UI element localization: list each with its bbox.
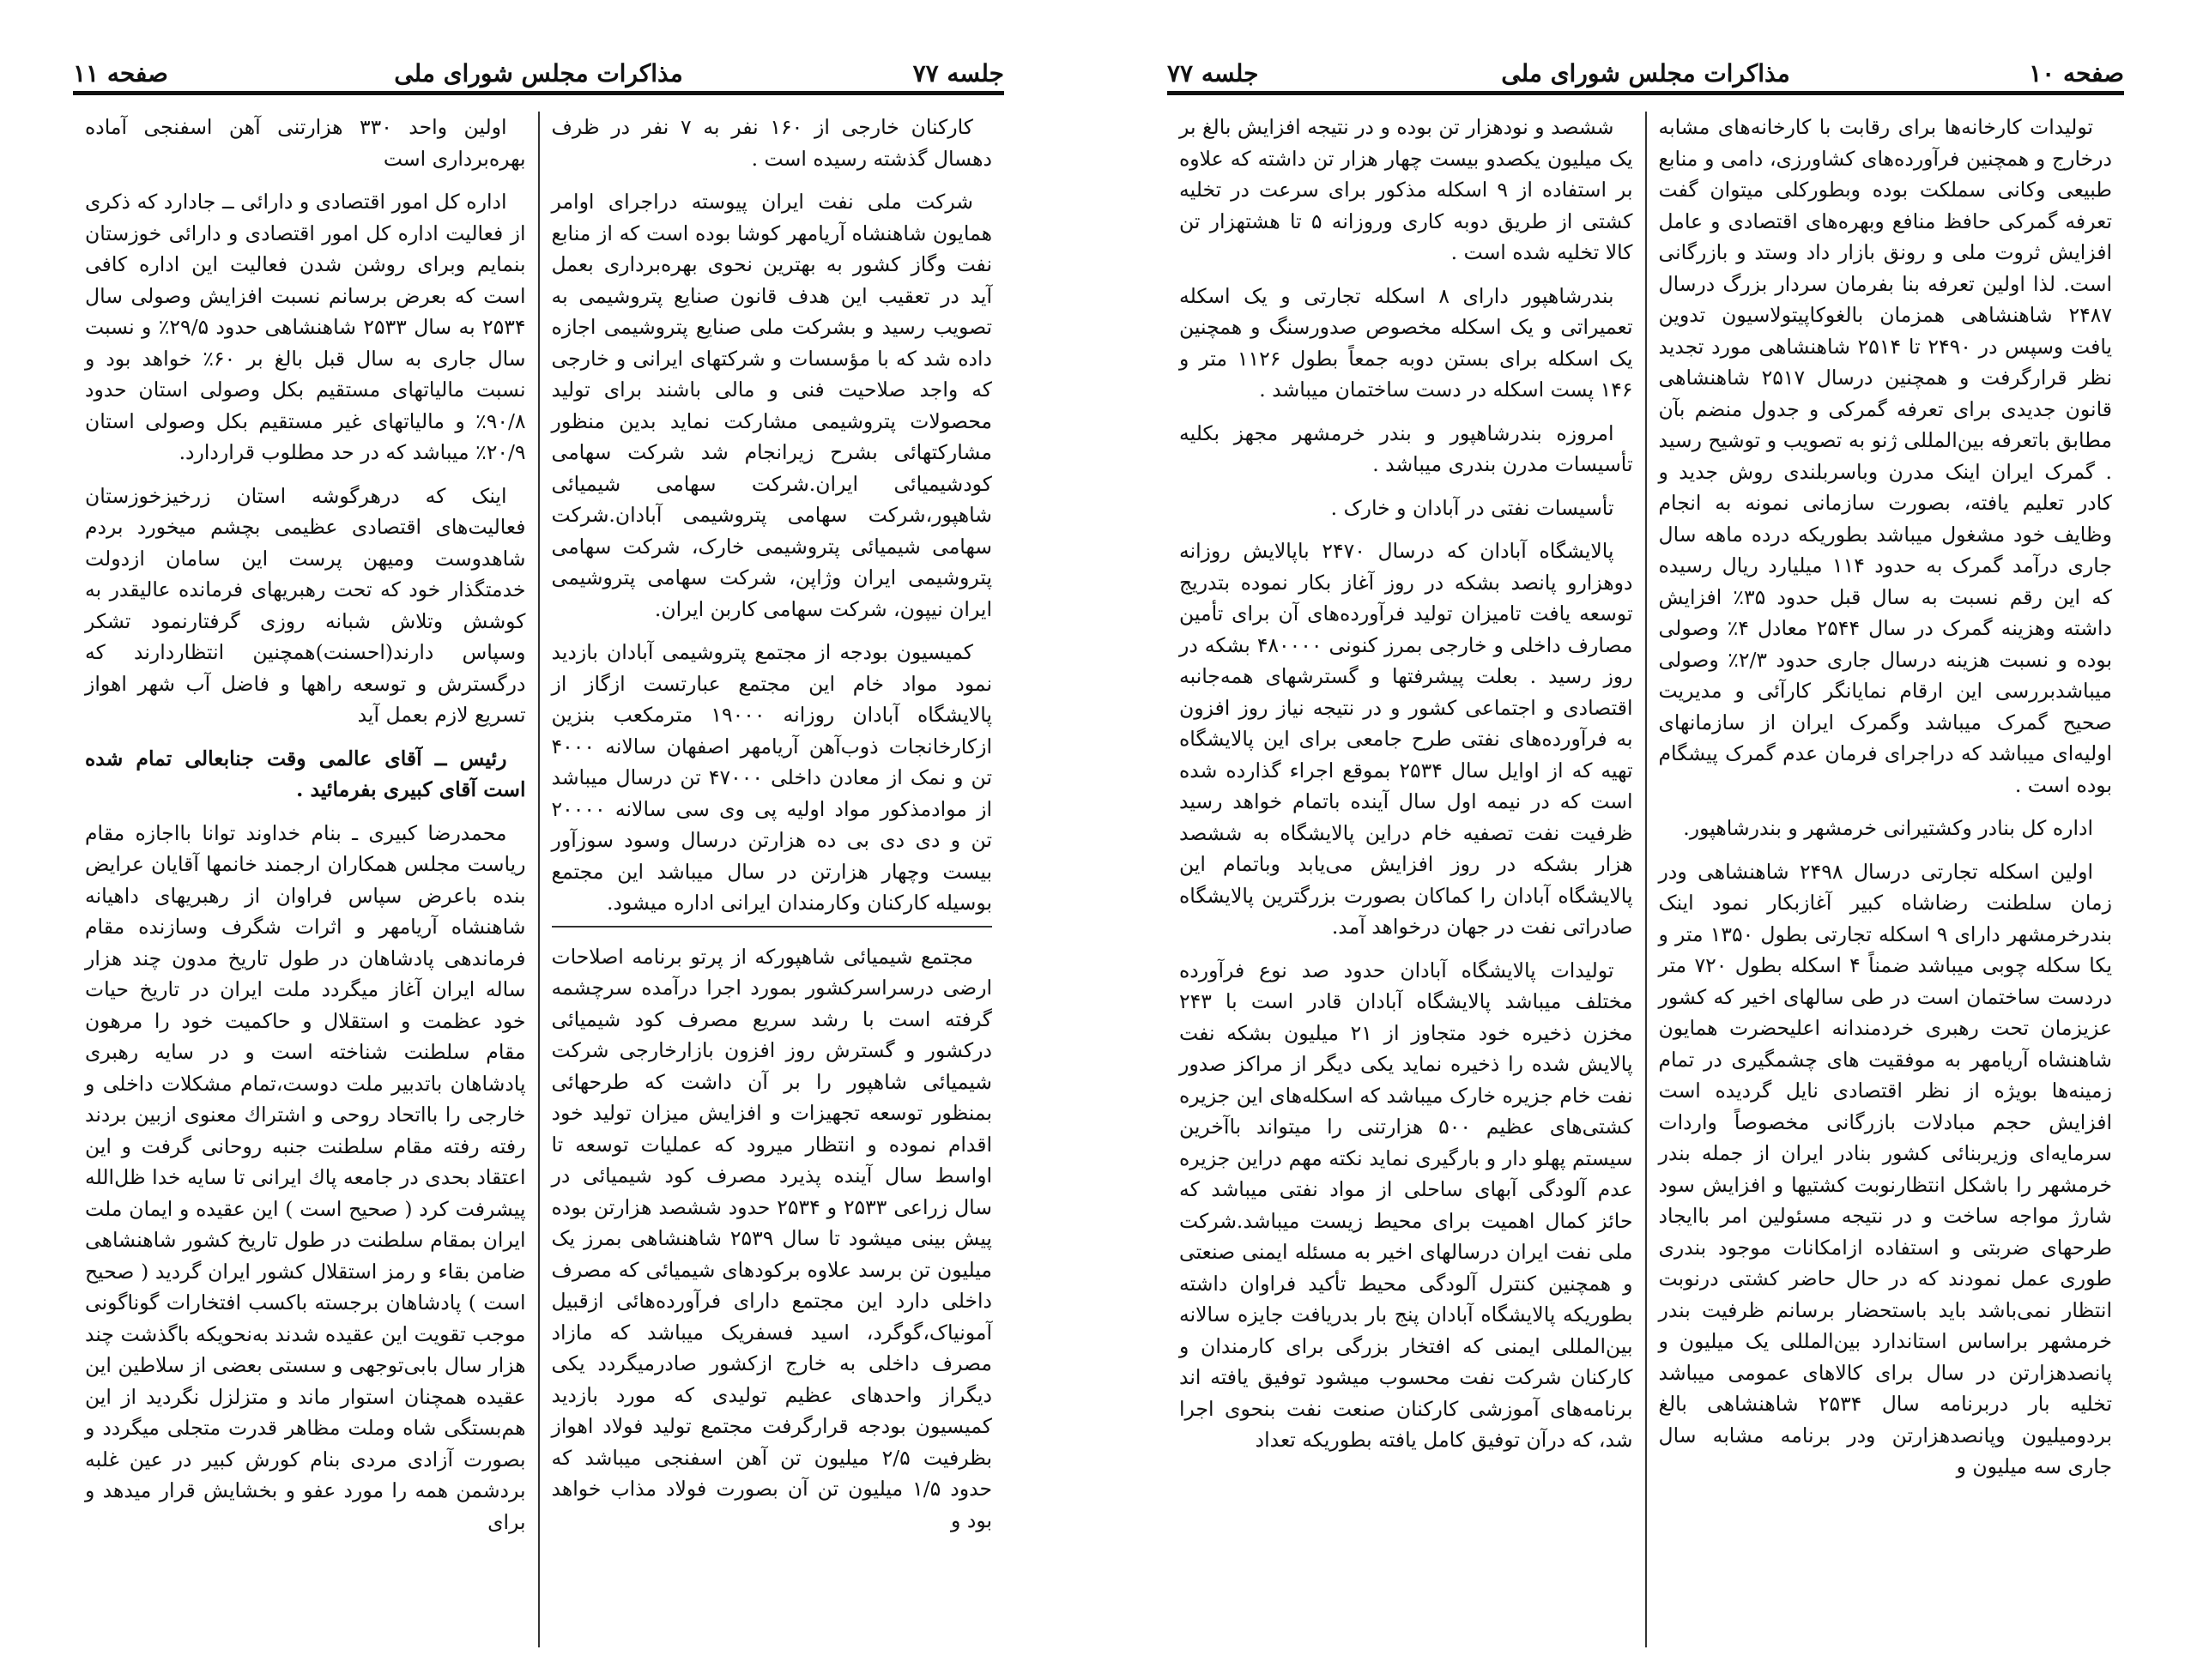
column-left <box>1167 112 1647 1647</box>
session-number: جلسه ۷۷ <box>912 59 1004 88</box>
text-columns <box>73 112 1004 1647</box>
page-eleven <box>73 60 1004 1647</box>
page-number: صفحه ۱۰ <box>2029 59 2124 88</box>
page-header <box>1167 60 2124 95</box>
speaker-line: رئیس ــ آقای عالمی وقت جنابعالی تمام شده است آقای کبیری بفرمائید . <box>85 746 526 801</box>
paragraph: اداره کل بنادر وکشتیرانی خرمشهر و بندرشاهپور. <box>1683 816 2093 840</box>
page-header <box>73 60 1004 95</box>
paragraph: اولین اسکله تجارتی درسال ۲۴۹۸ شاهنشاهی ودر زمان سلطنت رضاشاه کبیر آغازبکار نمود اینک بندرخرمشهر دارای ۹ اسکله تجارتی بطول ۱۳۵۰ متر و یکا سکله چوبی میباشد ضمناً ۴ اسکله بطول ۷۲۰ متر دردست ساختمان است در طی سالهای اخیر که کشور عزیزمان تحت رهبری خردمندانه اعلیحضرت همایون شاهنشاه آریامهر به موفقیت های چشمگیری در تمام زمینه‌ها بویژه از نظر اقتصادی نایل گردیده است افزایش حجم مبادلات بازرگانی مخصوصاً واردات سرمایه‌ای وزیربنائی کشور بنادر ایران از جمله بندر خرمشهر را باشکل انتظارنوبت کشتیها و افزایش سود شارژ مواجه ساخت و در نتیجه مسئولین امر باایجاد طرحهای ضربتی و استفاده ازامکانات موجود بندری طوری عمل نمودند که در حال حاضر کشتی درنوبت انتظار نمی‌باشد باید باستحضار برسانم ظرفیت بندر خرمشهر براساس استاندارد بین‌المللی یک میلیون و پانصدهزارتن در سال برای کالاهای عمومی میباشد تخلیه بار دربرنامه سال ۲۵۳۴ شاهنشاهی بالغ بردومیلیون وپانصدهزارتن ودر برنامه مشابه سال جاری سه میلیون و <box>1658 859 2112 1478</box>
paragraph: اداره کل امور اقتصادی و دارائی ــ جادارد که ذکری از فعالیت اداره کل امور اقتصادی و دارائی خوزستان بنمایم وبرای روشن شدن فعالیت این اداره کافی است که بعرض برسانم نسبت افزایش وصولی سال ۲۵۳۴ به سال ۲۵۳۳ شاهنشاهی حدود ۲۹/۵٪ و نسبت سال جاری به سال قبل بالغ بر ۶۰٪ خواهد بود و نسبت مالیاتهای مستقیم بکل وصولی استان حدود ۹۰/۸٪ و مالیاتهای غیر مستقیم بکل وصولی استان ۲۰/۹٪ میباشد که در حد مطلوب قراردارد. <box>85 190 526 464</box>
speech-paragraph: محمدرضا کبیری ـ بنام خداوند توانا بااجازه مقام ریاست مجلس همکاران ارجمند خانمها آقایان عرایض بنده باعرض سپاس فراوان از رهبریهای داهیانه شاهنشاه آریامهر و اثرات شگرف وسازنده مقام فرماندهی پادشاهان در طول تاریخ مدون چند هزار ساله ایران آغاز میگردد ملت ایران در تاریخ حیات خود عظمت و استقلال و حاکمیت خود را مرهون مقام سلطنت شناخته است و در سایه رهبری پادشاهان باتدبیر ملت دوست،تمام مشکلات داخلی و خارجی را بااتحاد روحی و اشتراك معنوی ازبین بردند رفته رفته مقام سلطنت جنبه روحانی گرفت و این اعتقاد بحدی در جامعه پاك ایرانی تا سایه خدا ظل‌الله پیشرفت کرد ( صحیح است ) این عقیده و ایمان ملت ایران بمقام سلطنت در طول تاریخ کشور شاهنشاهی ضامن بقاء و رمز استقلال کشور ایران گردید ( صحیح است ) پادشاهان برجسته باکسب افتخارات گوناگونی موجب تقویت این عقیده شدند به‌نحویکه باگذشت چند هزار سال بابی‌توجهی و سستی بعضی از سلاطین این عقیده همچنان استوار ماند و متزلزل نگردید از این هم‌بستگی شاه وملت مظاهر قدرت متجلی میگردد و بصورت آزادی مردی بنام کورش کبیر در عین غلبه بردشمن همه را مورد عفو و بخشایش قرار میدهد و برای <box>85 820 526 1534</box>
journal-title: مذاکرات مجلس شورای ملی <box>1501 59 1790 88</box>
paragraph: تأسیسات نفتی در آبادان و خارک . <box>1330 495 1614 520</box>
journal-title: مذاکرات مجلس شورای ملی <box>394 59 683 88</box>
paragraph: تولیدات پالایشگاه آبادان حدود صد نوع فرآورده مختلف میباشد پالایشگاه آبادان قادر است با ۲۴۳ مخزن ذخیره خود متجاوز از ۲۱ میلیون بشکه نفت پالایش شده را ذخیره نماید یکی دیگر از مراکز صدور نفت خام جزیره خارک میباشد که اسکله‌های این جزیره کشتی‌های عظیم ۵۰۰ هزارتنی را میتواند باآخرین سیستم پهلو دار و بارگیری نماید نکته مهم دراین جزیره عدم آلودگی آبهای ساحلی از مواد نفتی میباشد که حائز کمال اهمیت برای محیط زیست میباشد.شرکت ملی نفت ایران درسالهای اخیر به مسئله ایمنی صنعتی و همچنین کنترل آلودگی محیط تأکید فراوان داشته بطوریکه پالایشگاه آبادان پنج بار بدریافت جایزه سالانه بین‌المللی ایمنی که افتخار بزرگی برای کارمندان و کارکنان شرکت نفت محسوب میشود توفیق یافته اند برنامه‌های آموزشی کارکنان صنعت نفت بنحوی اجرا شد، که درآن توفیق کامل یافته بطوریکه تعداد <box>1179 958 1633 1452</box>
column-right <box>1647 112 2125 1647</box>
text-columns <box>1167 112 2124 1647</box>
page-ten <box>1167 60 2124 1647</box>
paragraph: کمیسیون بودجه از مجتمع پتروشیمی آبادان بازدید نمود مواد خام این مجتمع عبارتست ازگاز از پالایشگاه آبادان روزانه ۱۹۰۰۰ مترمکعب بنزین ازکارخانجات ذوب‌آهن آریامهر اصفهان سالانه ۴۰۰۰ تن و نمک از معادن داخلی ۴۷۰۰۰ تن درسال میباشد از موادمذکور مواد اولیه پی وی سی سالانه ۲۰۰۰۰ تن و دی دی بی ده هزارتن درسال وسود سوزآور بیست وچهار هزارتن در سال میباشد این مجتمع بوسیله کارکنان وکارمندان ایرانی اداره میشود. <box>552 637 993 928</box>
page-number: صفحه ۱۱ <box>73 59 168 88</box>
session-number: جلسه ۷۷ <box>1167 59 1259 88</box>
paragraph: امروزه بندرشاهپور و بندر خرمشهر مجهز بکلیه تأسیسات مدرن بندری میباشد . <box>1179 420 1633 476</box>
paragraph: پالایشگاه آبادان که درسال ۲۴۷۰ باپالایش روزانه دوهزارو پانصد بشکه در روز آغاز بکار نموده بتدریج توسعه یافت تامیزان تولید فرآورده‌های آن برای تأمین مصارف داخلی و خارجی بمرز کنونی ۴۸۰۰۰۰ بشکه در روز رسید . بعلت پیشرفتها و گسترشهای همه‌جانبه اقتصادی و اجتماعی کشور و در نتیجه نیاز روز افزون به فرآورده‌های نفتی طرح جامعی برای این پالایشگاه تهیه که از اوایل سال ۲۵۳۴ بموقع اجراء گذارده شده است که در نیمه اول سال آینده باتمام خواهد رسید ظرفیت نفت تصفیه خام دراین پالایشگاه به ششصد هزار بشکه در روز افزایش می‌یابد وباتمام این پالایشگاه آبادان را کماکان بصورت بزرگترین پالایشگاه صادراتی نفت در جهان درخواهد آمد. <box>1179 539 1633 939</box>
paragraph: تولیدات کارخانه‌ها برای رقابت با کارخانه‌های مشابه درخارج و همچنین فرآورده‌های کشاورزی، دامی و منابع طبیعی وکانی سملکت بوده وبطورکلی میتوان گفت تعرفه گمرکی حافظ منافع وبهره‌های اقتصادی و عامل افزایش ثروت ملی و رونق بازار داد وستد و بازرگانی است. لذا اولین تعرفه بنا بفرمان سردار بزرگ درسال ۲۴۸۷ شاهنشاهی همزمان بالغوکاپیتولاسیون تدوین یافت وسپس در ۲۴۹۰ تا ۲۵۱۴ شاهنشاهی مورد تجدید نظر قرارگرفت و همچنین درسال ۲۵۱۷ شاهنشاهی قانون جدیدی برای تعرفه گمرکی و جدول منضم بآن مطابق باتعرفه بین‌المللی ژنو به تصویب و توشیح رسید . گمرک ایران اینک مدرن وباسربلندی روش جدید و کادر تعلیم یافته، بصورت سازمانی نمونه به انجام وظایف خود مشغول میباشد بطوریکه درده ماهه سال جاری درآمد گمرک به حدود ۱۱۴ میلیارد ریال رسیده که این رقم نسبت به سال قبل حدود ۳۵٪ افزایش داشته وهزینه گمرک در سال ۲۵۴۴ معادل ۴٪ وصولی بوده و نسبت هزینه درسال جاری حدود ۲/۳٪ وصولی میباشدبررسی این ارقام نمایانگر کارآئی و مدیریت صحیح گمرک میباشد وگمرک ایران از سازمانهای اولیه‌ای میباشد که دراجرای فرمان عدم گمرک پیشگام بوده است . <box>1658 115 2113 797</box>
paragraph: اینک که درهرگوشه استان زرخیزخوزستان فعالیت‌های اقتصادی عظیمی بچشم میخورد بردم شاهدوست ومیهن پرست این سامان ازدولت خدمتگذار خود که تحت رهبریهای فرمانده عالیقدر به کوشش وتلاش شبانه روزی گرفتارنمود تشکر وسپاس دارند(احسنت)همچنین انتظاردارند که درگسترش و توسعه راهها و فاضل آب شهر اهواز تسریع لازم بعمل آید <box>85 483 526 727</box>
paragraph: اولین واحد ۳۳۰ هزارتنی آهن اسفنجی آماده بهره‌برداری است <box>85 115 526 171</box>
paragraph: کارکنان خارجی از ۱۶۰ نفر به ۷ نفر در ظرف دهسال گذشته رسیده است . <box>551 115 992 171</box>
paragraph: بندرشاهپور دارای ۸ اسکله تجارتی و یک اسکله تعمیراتی و یک اسکله مخصوص صدورسنگ و همچنین یک اسکله برای بستن دوبه جمعاً بطول ۱۱۲۶ متر و ۱۴۶ پست اسکله در دست ساختمان میباشد . <box>1179 283 1633 402</box>
column-right <box>540 112 1005 1647</box>
paragraph: مجتمع شیمیائی شاهپورکه از پرتو برنامه اصلاحات ارضی درسراسرکشور بمورد اجرا درآمده سرچشمه گرفته است با رشد سریع مصرف کود شیمیائی درکشور و گسترش روز افزون بازارخارجی شرکت شیمیائی شاهپور را بر آن داشت که طرحهائی بمنظور توسعه تجهیزات و افزایش میزان تولید خود اقدام نموده و انتظار میرود که عملیات توسعه تا اواسط سال آینده پذیرد مصرف کود شیمیائی در سال زراعی ۲۵۳۳ و ۲۵۳۴ حدود ششصد هزارتن بوده پیش بینی میشود تا سال ۲۵۳۹ شاهنشاهی بمرز یک میلیون تن برسد علاوه برکودهای شیمیائی که مصرف داخلی دارد این مجتمع دارای فرآورده‌هائی ازقبیل آمونیاک،گوگرد، اسید فسفریک میباشد که مازاد مصرف داخلی به خارج ازکشور صادرمیگردد یکی دیگراز واحدهای عظیم تولیدی که مورد بازدید کمیسیون بودجه قرارگرفت مجتمع تولید فولاد اهواز بظرفیت ۲/۵ میلیون تن آهن اسفنجی میباشد که حدود ۱/۵ میلیون تن آن بصورت فولاد مذاب خواهد بود و <box>551 944 993 1532</box>
paragraph: شرکت ملی نفت ایران پیوسته دراجرای اوامر همایون شاهنشاه آریامهر کوشا بوده است که از منابع نفت وگاز کشور به بهترین نحوی بهره‌برداری بعمل آید در تعقیب این هدف قانون صنایع پتروشیمی به تصویب رسید و بشرکت ملی صنایع پتروشیمی اجازه داده شد که با مؤسسات و شرکتهای ایرانی و خارجی که واجد صلاحیت فنی و مالی باشند برای تولید محصولات پتروشیمی مشارکت نماید بدین منظور مشارکتهائی بشرح زیرانجام شد شرکت سهامی کودشیمیائی ایران.شرکت سهامی شیمیائی شاهپور،شرکت سهامی پتروشیمی آبادان.شرکت سهامی شیمیائی پتروشیمی خارک، شرکت سهامی پتروشیمی ایران وژاپن، شرکت سهامی پتروشیمی ایران نیپون، شرکت سهامی کاربن ایران. <box>551 190 992 621</box>
column-left <box>73 112 540 1647</box>
paragraph: ششصد و نودهزار تن بوده و در نتیجه افزایش بالغ بر یک میلیون یکصدو بیست چهار هزار تن داشته که علاوه بر استفاده از ۹ اسکله مذکور برای سرعت در تخلیه کشتی از طریق دوبه کاری وروزانه ۵ تا هشتهزار تن کالا تخلیه شده است . <box>1179 115 1633 264</box>
